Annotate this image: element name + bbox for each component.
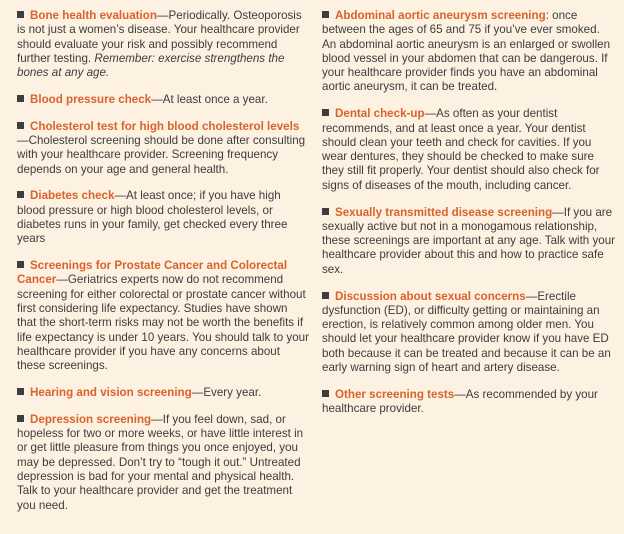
square-bullet-icon bbox=[322, 390, 329, 397]
entry-body: —If you feel down, sad, or hopeless for two or more weeks, or have little interest in or get little pleasure from things you once enjoyed, you may be depressed. Don’t try to “tough it out.” Untreated depression is bad for your mental and physical health. Talk to your healthcare provider and get the treatment you need. bbox=[17, 412, 304, 512]
entry-body: —Geriatrics experts now do not recommend screening for either colorectal or prostate cancer without first considering life expectancy. Studies have shown that the short-term risks may not be worth the benefits if life expectancy is under 10 years. You should talk to your healthcare provider if you have any concerns about these screenings. bbox=[17, 273, 309, 373]
entry-dental bbox=[322, 107, 616, 193]
square-bullet-icon bbox=[17, 95, 24, 102]
entry-aortic-aneurysm bbox=[322, 9, 616, 95]
entry-heading: Abdominal aortic aneurysm screening bbox=[335, 9, 546, 22]
square-bullet-icon bbox=[17, 11, 24, 18]
entry-heading: Bone health evaluation bbox=[30, 9, 157, 22]
square-bullet-icon bbox=[322, 208, 329, 215]
entry-body: —Erectile dysfunction (ED), or difficulty getting or maintaining an erection, is relatively common among older men. You should let your healthcare provider know if you have ED both because it can be treated and because it can be an early warning sign of heart and artery disease. bbox=[322, 289, 611, 375]
entry-bone-health bbox=[17, 9, 309, 80]
square-bullet-icon bbox=[322, 11, 329, 18]
entry-heading: Screenings for Prostate Cancer and Colorectal Cancer bbox=[17, 259, 288, 287]
entry-heading: Depression screening bbox=[30, 412, 152, 426]
entry-prostate-colorectal bbox=[17, 259, 309, 373]
entry-body: —At least once a year. bbox=[151, 92, 268, 106]
left-column bbox=[17, 9, 309, 525]
entry-body: —As recommended by your healthcare provider. bbox=[322, 387, 598, 416]
entry-body: —Every year. bbox=[191, 386, 262, 400]
square-bullet-icon bbox=[17, 261, 24, 268]
entry-hearing-vision bbox=[17, 386, 309, 400]
entry-heading: Sexually transmitted disease screening bbox=[335, 205, 553, 219]
entry-body: —If you are sexually active but not in a monogamous relationship, these screenings are important at any age. Talk with your healthcare provider about this and how to practice safe sex. bbox=[322, 205, 616, 276]
entry-heading: Blood pressure check bbox=[30, 92, 152, 106]
entry-sexual-concerns bbox=[322, 290, 616, 376]
entry-cholesterol bbox=[17, 120, 309, 177]
entry-depression bbox=[17, 413, 309, 513]
right-column bbox=[322, 9, 616, 429]
entry-heading: Cholesterol test for high blood cholesterol levels bbox=[30, 119, 300, 133]
square-bullet-icon bbox=[17, 415, 24, 422]
entry-heading: Diabetes check bbox=[30, 189, 115, 203]
entry-body: —Cholesterol screening should be done after consulting with your healthcare provider. Screening frequency depends on your age and general health. bbox=[17, 134, 306, 176]
entry-body: —At least once; if you have high blood pressure or high blood cholesterol levels, or diabetes runs in your family, get checked every three years bbox=[17, 189, 288, 246]
square-bullet-icon bbox=[17, 388, 24, 395]
entry-heading: Other screening tests bbox=[335, 387, 455, 401]
square-bullet-icon bbox=[17, 122, 24, 129]
entry-diabetes bbox=[17, 189, 309, 246]
entry-std-screening bbox=[322, 206, 616, 277]
entry-body: —As often as your dentist recommends, and at least once a year. Your dentist should clean your teeth and check for cavities. If you wear dentures, they should be checked to make sure they still fit properly. Your dentist should also check for signs of diseases of the mouth, including cancer. bbox=[322, 107, 600, 192]
square-bullet-icon bbox=[322, 292, 329, 299]
square-bullet-icon bbox=[17, 191, 24, 198]
entry-heading: Discussion about sexual concerns bbox=[335, 289, 526, 303]
entry-body: —Periodically. Osteoporosis is not just a women’s disease. Your healthcare provider should evaluate your risk and possibly recommend further testing. bbox=[17, 9, 302, 65]
entry-heading: Dental check-up bbox=[335, 107, 425, 121]
entry-note: Remember: exercise strengthens the bones at any age. bbox=[17, 51, 285, 80]
entry-blood-pressure bbox=[17, 93, 309, 107]
entry-heading: Hearing and vision screening bbox=[30, 386, 192, 400]
square-bullet-icon bbox=[322, 109, 329, 116]
entry-body: : once between the ages of 65 and 75 if you’ve ever smoked. An abdominal aortic aneurysm is an enlarged or swollen blood vessel in your abdomen that can be dangerous. If your healthcare provider finds you have an abdominal aortic aneurysm, it can be treated. bbox=[322, 9, 611, 94]
entry-other-tests bbox=[322, 388, 616, 417]
